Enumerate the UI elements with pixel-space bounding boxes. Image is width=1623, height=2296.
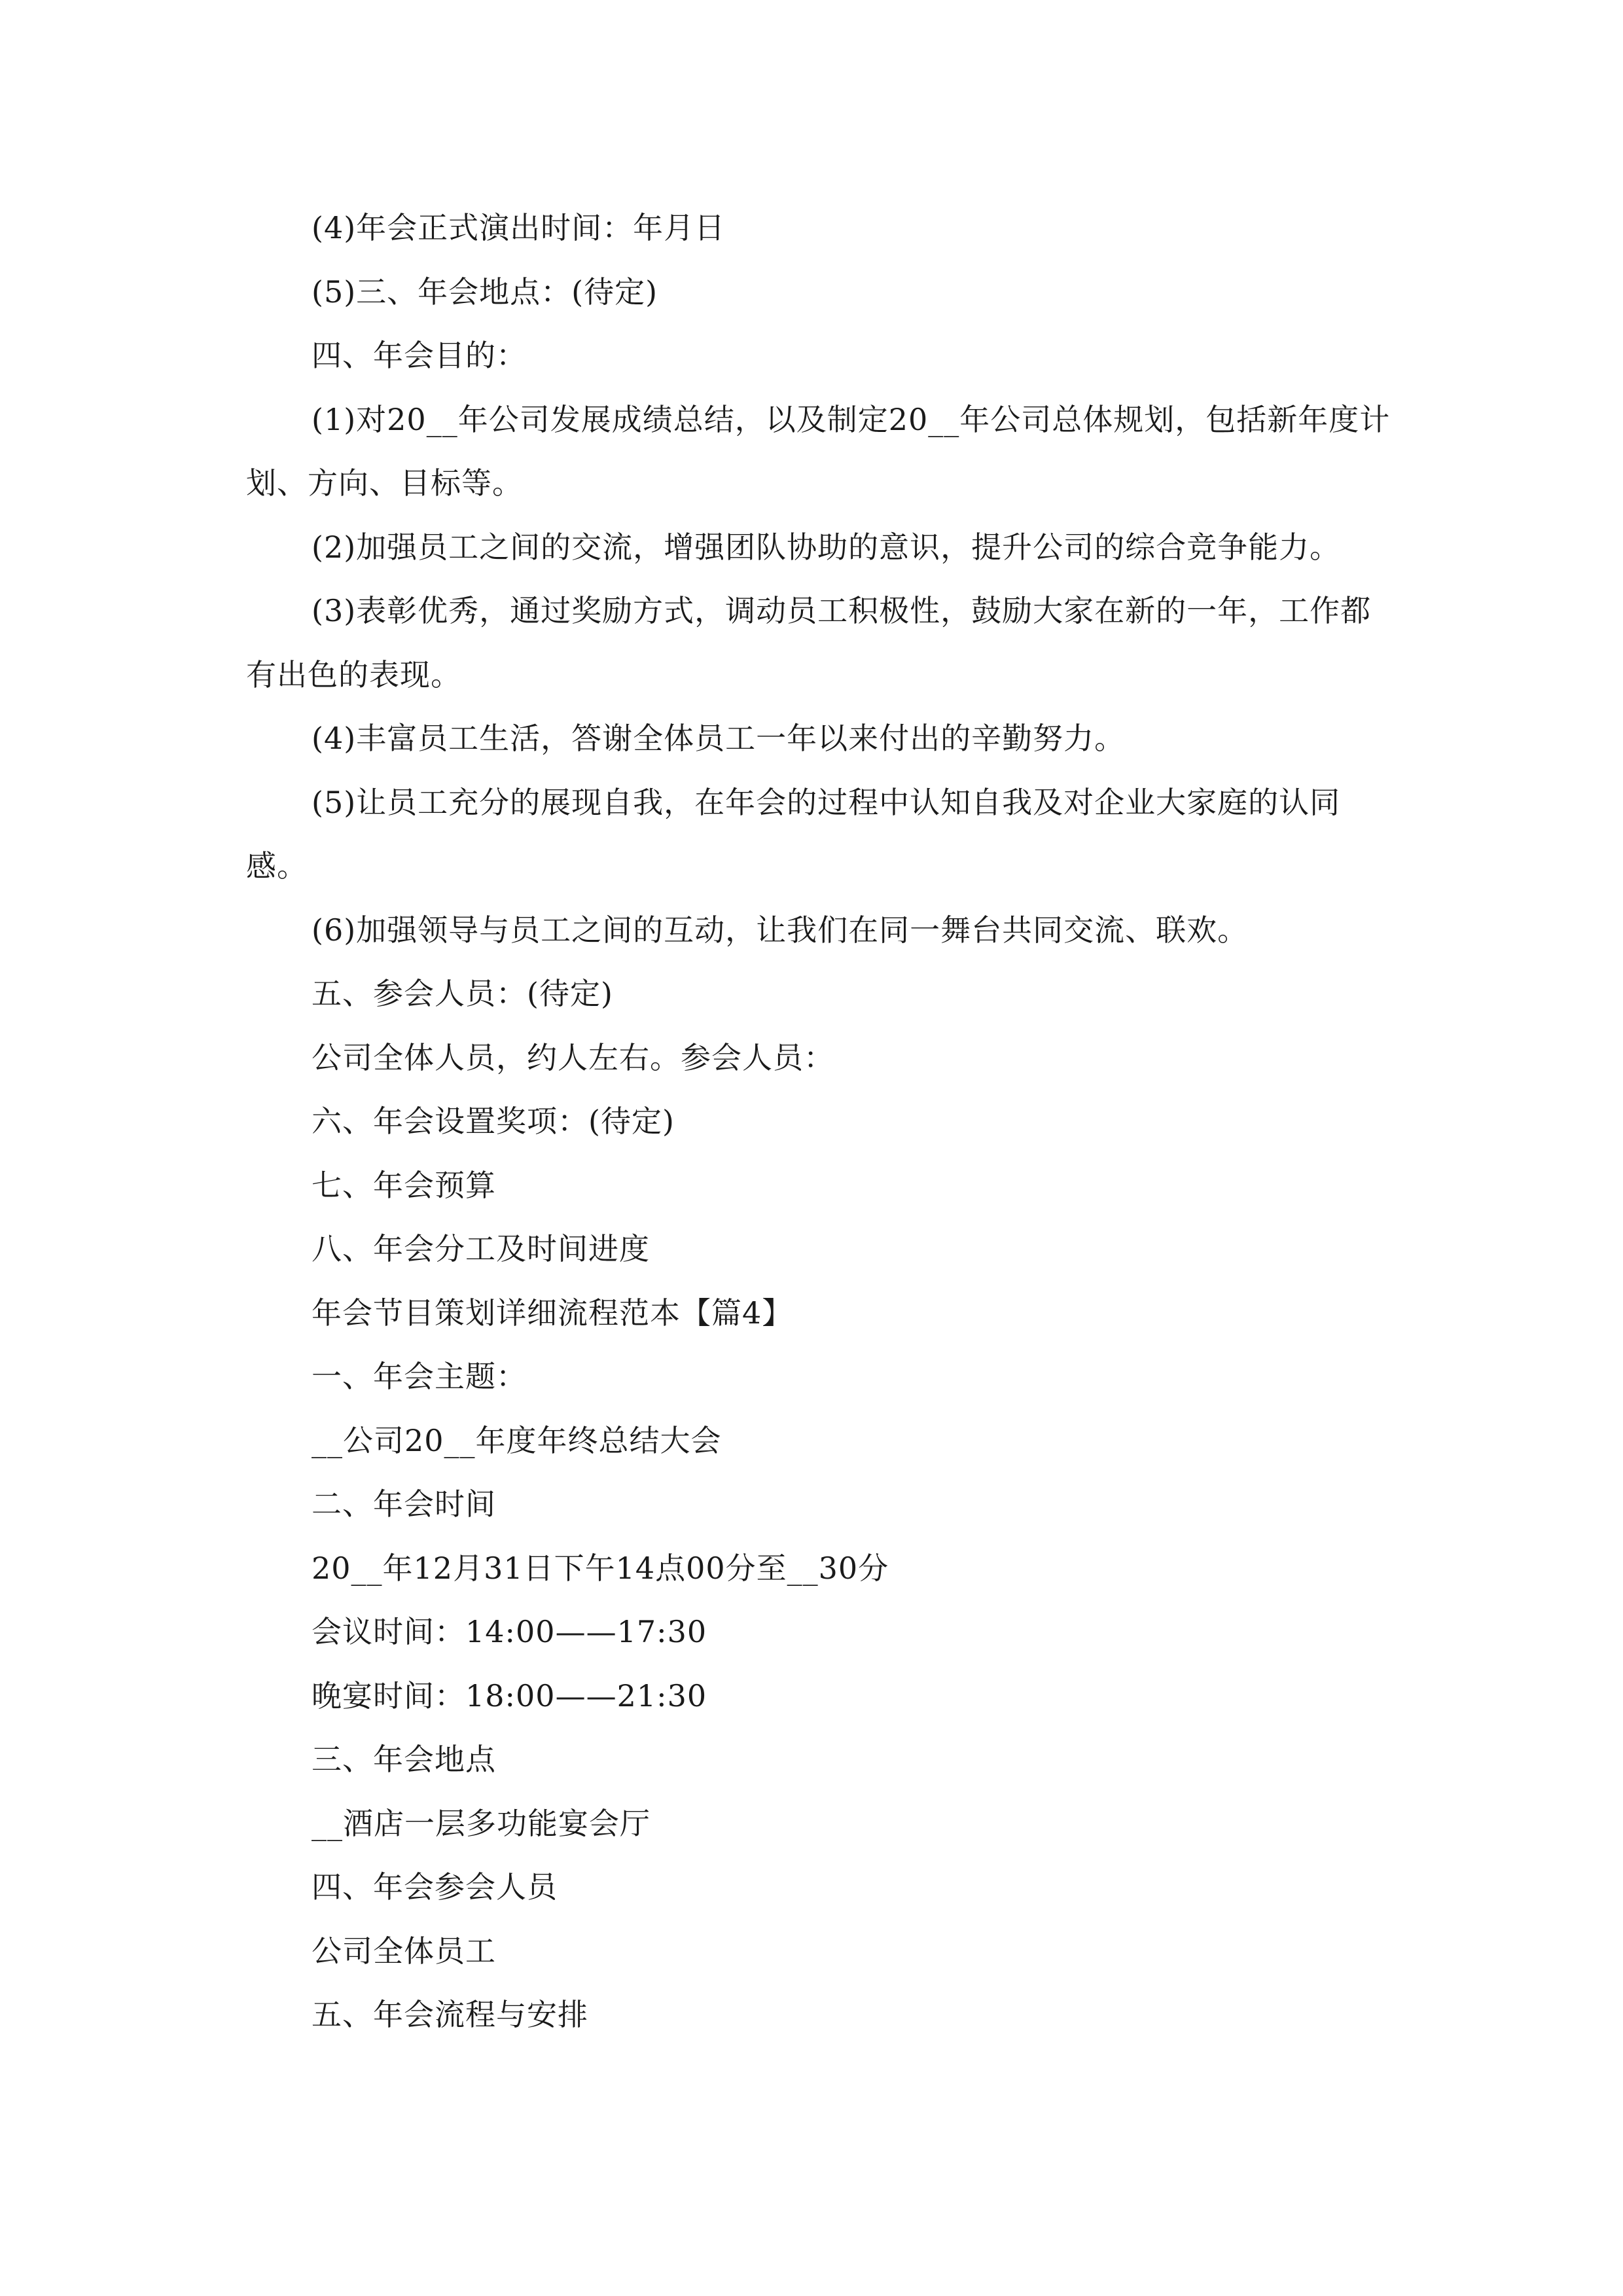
paragraph: (6)加强领导与员工之间的互动，让我们在同一舞台共同交流、联欢。 — [312, 912, 1249, 948]
document-body — [246, 196, 1391, 2047]
section-heading: 六、年会设置奖项：(待定) — [312, 1103, 675, 1139]
article-title: 年会节目策划详细流程范本【篇4】 — [312, 1295, 793, 1331]
paragraph: 会议时间：14:00——17:30 — [312, 1614, 707, 1649]
section-heading: 五、年会流程与安排 — [312, 1997, 588, 2032]
section-heading: 四、年会目的： — [312, 338, 527, 373]
section-heading: 三、年会地点 — [312, 1742, 496, 1777]
paragraph: (3)表彰优秀，通过奖励方式，调动员工积极性，鼓励大家在新的一年，工作都有出色的表现。 — [246, 593, 1372, 692]
section-heading: 五、参会人员：(待定) — [312, 976, 613, 1011]
paragraph: 20__年12月31日下午14点00分至__30分 — [312, 1550, 889, 1586]
paragraph: (1)对20__年公司发展成绩总结，以及制定20__年公司总体规划，包括新年度计划、方向、目标等。 — [246, 401, 1391, 501]
paragraph: (2)加强员工之间的交流，增强团队协助的意识，提升公司的综合竞争能力。 — [312, 529, 1341, 565]
section-heading: 一、年会主题： — [312, 1359, 527, 1394]
paragraph: __酒店一层多功能宴会厅 — [312, 1805, 651, 1841]
paragraph: (4)年会正式演出时间：年月日 — [312, 210, 726, 245]
section-heading: 二、年会时间 — [312, 1486, 496, 1522]
section-heading: 七、年会预算 — [312, 1167, 496, 1203]
paragraph: 公司全体人员，约人左右。参会人员： — [312, 1039, 834, 1075]
paragraph: (5)让员工充分的展现自我，在年会的过程中认知自我及对企业大家庭的认同感。 — [246, 784, 1341, 884]
paragraph: __公司20__年度年终总结大会 — [312, 1422, 722, 1458]
paragraph: (5)三、年会地点：(待定) — [312, 274, 658, 310]
paragraph: 公司全体员工 — [312, 1933, 496, 1969]
paragraph: (4)丰富员工生活，答谢全体员工一年以来付出的辛勤努力。 — [312, 721, 1126, 756]
section-heading: 四、年会参会人员 — [312, 1869, 558, 1905]
section-heading: 八、年会分工及时间进度 — [312, 1231, 650, 1266]
paragraph: 晚宴时间：18:00——21:30 — [312, 1677, 707, 1713]
